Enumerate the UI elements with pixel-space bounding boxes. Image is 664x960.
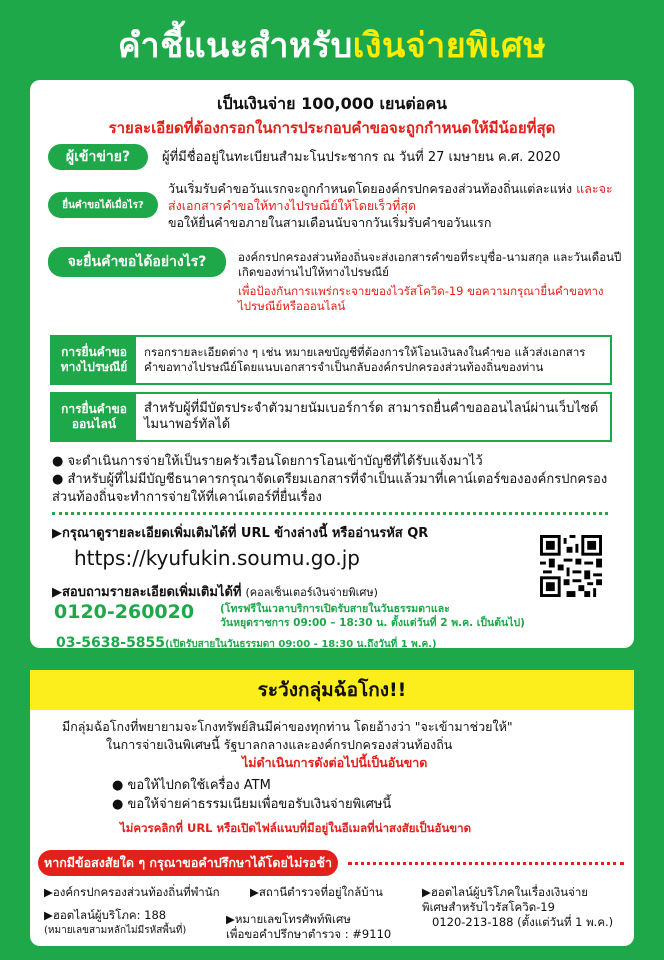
warning-bullet-text: ขอให้ไปกดใช้เครื่อง ATM <box>127 778 271 793</box>
phone-paid[interactable]: 03-5638-5855 <box>56 635 166 651</box>
bullet-text: สำหรับผู้ที่ไม่มีบัญชีธนาคารกรุณาจัดเตรียมเอกสารที่จำเป็นแล้วมาที่เคาน์เตอร์ขององค์กรปกครองส่วนท้องถิ่นจะทำการจ่ายให้ที่เคาน์เตอร์ที่ยื่นเรื่อง <box>52 472 608 505</box>
contact-consumer-covid-2: พิเศษสำหรับไวรัสโควิด-19 <box>422 900 555 914</box>
warning-bullet: ● ขอให้ไปกดใช้เครื่อง ATM <box>112 778 271 793</box>
warning-bullets <box>112 776 612 814</box>
bullet-item: ● สำหรับผู้ที่ไม่มีบัญชีธนาคารกรุณาจัดเตรียมเอกสารที่จำเป็นแล้วมาที่เคาน์เตอร์ขององค์กรปกครองส่วนท้องถิ่นจะทำการจ่ายให้ที่เคาน์เตอร์ที่ยื่นเรื่อง <box>52 472 608 505</box>
warning-text <box>62 718 622 772</box>
warning-line3: ไม่ดำเนินการดังต่อไปนี้เป็นอันขาด <box>242 755 428 770</box>
warning-title: ระวังกลุ่มฉ้อโกง!! <box>30 670 634 710</box>
eligible-text: ผู้ที่มีชื่ออยู่ในทะเบียนสำมะโนประชากร ณ วันที่ 27 เมษายน ค.ศ. 2020 <box>162 150 561 165</box>
how-text1: องค์กรปกครองส่วนท้องถิ่นจะส่งเอกสารคำขอที่ระบุชื่อ-นามสกุล และวันเดือนปีเกิดของท่านไปให้ทางไปรษณีย์ <box>238 250 622 279</box>
inquiry-head-note: (คอลเซ็นเตอร์เงินจ่ายพิเศษ) <box>245 586 378 599</box>
contact-consumer-188-1: ▶ฮอตไลน์ผู้บริโภค: 188 <box>44 908 167 922</box>
red-dotted-divider <box>348 862 624 865</box>
phone-free[interactable]: 0120-260020 <box>54 601 195 623</box>
method-postal <box>50 335 612 385</box>
when-text1: วันเริ่มรับคำขอวันแรกจะถูกกำหนดโดยองค์กรปกครองส่วนท้องถิ่นแต่ละแห่ง <box>168 181 573 196</box>
warning-line2: ในการจ่ายเงินพิเศษนี้ รัฐบาลกลางและองค์กรปกครองส่วนท้องถิ่น <box>106 737 453 752</box>
phone-paid-row <box>56 635 616 653</box>
contact-consumer-188 <box>44 908 254 938</box>
contact-consumer-covid-1: ▶ฮอตไลน์ผู้บริโภคในเรื่องเงินจ่าย <box>422 885 589 899</box>
how-label: จะยื่นคำขอได้อย่างไร? <box>48 247 226 277</box>
when-text2: ขอให้ยื่นคำขอภายในสามเดือนนับจากวันเริ่มรับคำขอวันแรก <box>168 215 492 230</box>
title-part2: เงินจ่ายพิเศษ <box>352 26 547 66</box>
qr-code <box>540 535 602 597</box>
when-label: ยื่นคำขอได้เมื่อไร? <box>48 192 158 218</box>
method-online-text: สำหรับผู้ที่มีบัตรประจำตัวมายนัมเบอร์การ์ด สามารถยื่นคำขอออนไลน์ผ่านเว็บไซต์ไมนาพอร์ทัลได้ <box>144 401 599 432</box>
phone-free-note-1: (โทรฟรีในเวลาบริการเปิดรับสายในวันธรรมดาและ <box>220 603 450 615</box>
page-title <box>0 18 664 72</box>
contact-consumer-188-2: (หมายเลขสามหลักไม่มีรหัสพื้นที่) <box>44 925 187 936</box>
method-online <box>50 392 612 442</box>
warning-card <box>30 710 634 946</box>
phone-free-note-2: วันหยุดราชการ 09:00 – 18:30 น. ตั้งแต่วันที่ 2 พ.ค. เป็นต้นไป) <box>220 617 525 629</box>
contact-police: ▶สถานีตำรวจที่อยู่ใกล้บ้าน <box>250 885 383 899</box>
info-card <box>30 80 634 651</box>
title-part1: คำชี้แนะสำหรับ <box>117 26 353 66</box>
warning-line1: มีกลุ่มฉ้อโกงที่พยายามจะโกงทรัพย์สินมีค่าของทุกท่าน โดยอ้างว่า "จะเข้ามาช่วยให้" <box>62 719 513 734</box>
dotted-divider <box>52 512 608 515</box>
contact-consumer-covid <box>422 885 632 930</box>
contact-police-hotline-1: ▶หมายเลขโทรศัพท์พิเศษ <box>226 912 351 926</box>
sub-heading: รายละเอียดที่ต้องกรอกในการประกอบคำขอจะถูกกำหนดให้มีน้อยที่สุด <box>108 119 556 137</box>
inquiry-head-text: ▶สอบถามรายละเอียดเพิ่มเติมได้ที่ <box>52 585 242 600</box>
method-online-label: การยื่นคำขอออนไลน์ <box>52 394 136 440</box>
when-text <box>168 180 618 231</box>
bullet-text: จะดำเนินการจ่ายให้เป็นรายครัวเรือนโดยการโอนเข้าบัญชีที่ได้รับแจ้งมาไว้ <box>67 454 483 469</box>
how-text <box>238 250 622 314</box>
inquiry-head <box>52 583 532 601</box>
contact-police-hotline-2: เพื่อขอคำปรึกษาตำรวจ : #9110 <box>226 927 392 941</box>
bullet-list <box>52 453 616 507</box>
phone-free-note <box>220 602 610 630</box>
bullet-item: ● จะดำเนินการจ่ายให้เป็นรายครัวเรือนโดยการโอนเข้าบัญชีที่ได้รับแจ้งมาไว้ <box>52 454 483 469</box>
when-text-red: และจะส่งเอกสารคำขอให้ทางไปรษณีย์ให้โดยเร็วที่สุด <box>168 181 613 213</box>
warning-red-line: ไม่ควรคลิกที่ URL หรือเปิดไฟล์แนบที่มีอยู่ในอีเมลที่น่าสงสัยเป็นอันขาด <box>120 821 472 835</box>
warning-bullet: ● ขอให้จ่ายค่าธรรมเนียมเพื่อขอรับเงินจ่ายพิเศษนี้ <box>112 797 392 812</box>
contact-local-gov: ▶องค์กรปกครองส่วนท้องถิ่นที่พำนัก <box>44 885 220 899</box>
contact-consumer-covid-3: 0120-213-188 (ตั้งแต่วันที่ 1 พ.ค.) <box>432 915 614 929</box>
phone-paid-note: (เปิดรับสายในวันธรรมดา 09:00 - 18:30 น.ถึงวันที่ 1 พ.ค.) <box>165 639 437 650</box>
eligible-label: ผู้เข้าข่าย? <box>48 144 148 170</box>
url-intro: ▶กรุณาดูรายละเอียดเพิ่มเติมได้ที่ URL ข้างล่างนี้ หรืออ่านรหัส QR <box>52 526 429 541</box>
method-postal-label: การยื่นคำขอทางไปรษณีย์ <box>52 337 136 383</box>
how-text-red: เพื่อป้องกันการแพร่กระจายของไวรัสโควิด-19 ขอความกรุณายื่นคำขอทางไปรษณีย์หรือออนไลน์ <box>238 284 604 313</box>
amount-heading: เป็นเงินจ่าย 100,000 เยนต่อคน <box>217 94 447 113</box>
method-postal-text: กรอกรายละเอียดต่าง ๆ เช่น หมายเลขบัญชีที่ต้องการให้โอนเงินลงในคำขอ แล้วส่งเอกสารคำขอทางไปรษณีย์โดยแนบเอกสารจำเป็นกลับองค์กรปกครองส่วนท้องถิ่นของท่าน <box>144 345 586 374</box>
consult-pill: หากมีข้อสงสัยใด ๆ กรุณาขอคำปรึกษาได้โดยไม่รอช้า <box>38 850 338 876</box>
warning-bullet-text: ขอให้จ่ายค่าธรรมเนียมเพื่อขอรับเงินจ่ายพิเศษนี้ <box>127 797 392 812</box>
url-link[interactable]: https://kyufukin.soumu.go.jp <box>74 546 360 570</box>
contact-police-hotline <box>226 912 426 942</box>
